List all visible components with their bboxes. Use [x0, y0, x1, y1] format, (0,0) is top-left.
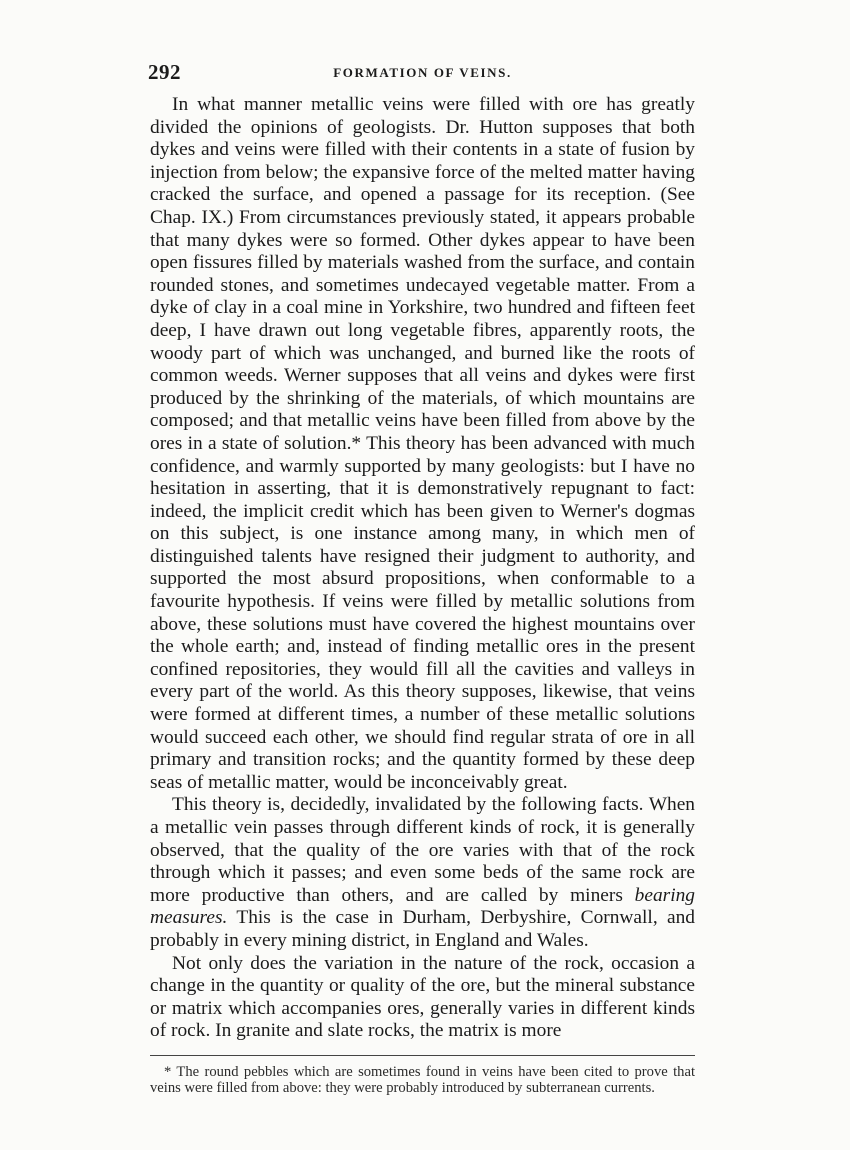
- page-header: [150, 60, 695, 90]
- paragraph-3: Not only does the variation in the nature of the rock, occasion a change in the quantity or quality of the ore, but the mineral substance or matrix which accompanies ores, generally varies in different kinds of rock. In granite and slate rocks, the matrix is more: [150, 952, 695, 1042]
- paragraph-2-text-after: This is the case in Durham, Derbyshire, Cornwall, and probably in every mining district, in England and Wales.: [150, 907, 695, 951]
- footnote: * The round pebbles which are sometimes found in veins have been cited to prove that veins were filled from above: they were probably introduced by subterranean currents.: [150, 1063, 695, 1096]
- footnote-divider: [150, 1055, 695, 1056]
- running-title: FORMATION OF VEINS.: [333, 65, 512, 80]
- body-text: [150, 94, 695, 1043]
- page-number: 292: [148, 60, 181, 84]
- paragraph-2: [150, 794, 695, 952]
- book-page: [150, 60, 695, 1096]
- bearing-measures-emphasis: bearing measures.: [150, 884, 695, 929]
- paragraph-2-text-before: This theory is, decidedly, invalidated by the following facts. When a metallic vein passes through different kinds of rock, it is generally observed, that the quality of the ore varies with that of the rock through which it passes; and even some beds of the same rock are more productive than others, and are called by miners: [150, 794, 695, 906]
- paragraph-1: In what manner metallic veins were filled with ore has greatly divided the opinions of geologists. Dr. Hutton supposes that both dykes and veins were filled with their contents in a state of fusion by injection from below; the expansive force of the melted matter having cracked the surface, and opened a passage for its reception. (See Chap. IX.) From circumstances previously stated, it appears probable that many dykes were so formed. Other dykes appear to have been open fissures filled by materials washed from the surface, and contain rounded stones, and sometimes undecayed vegetable matter. From a dyke of clay in a coal mine in Yorkshire, two hundred and fifteen feet deep, I have drawn out long vegetable fibres, apparently roots, the woody part of which was unchanged, and burned like the roots of common weeds. Werner supposes that all veins and dykes were first produced by the shrinking of the materials, of which mountains are composed; and that metallic veins have been filled from above by the ores in a state of solution.* This theory has been advanced with much confidence, and warmly supported by many geologists: but I have no hesitation in asserting, that it is demonstratively repugnant to fact: indeed, the implicit credit which has been given to Werner's dogmas on this subject, is one instance among many, in which men of distinguished talents have resigned their judgment to authority, and supported the most absurd propositions, when conformable to a favourite hypothesis. If veins were filled by metallic solutions from above, these solutions must have covered the highest mountains over the whole earth; and, instead of finding metallic ores in the present confined repositories, they would fill all the cavities and valleys in every part of the world. As this theory supposes, likewise, that veins were formed at different times, a number of these metallic solutions would succeed each other, we should find regular strata of ore in all primary and transition rocks; and the quantity formed by these deep seas of metallic matter, would be inconceivably great.: [150, 94, 695, 793]
